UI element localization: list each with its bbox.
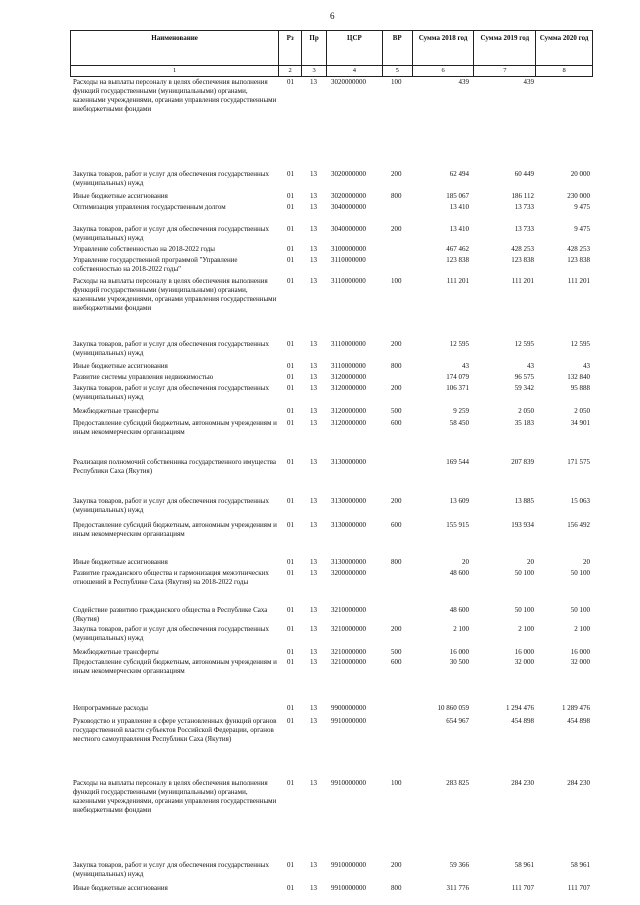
- row-name: Непрограммные расходы: [73, 704, 148, 712]
- table-row: [70, 419, 593, 437]
- row-vr: 600: [391, 419, 402, 427]
- table-row: [70, 606, 593, 624]
- col-number: 8: [562, 67, 566, 74]
- row-pr: 13: [310, 704, 317, 712]
- col-number: 4: [327, 66, 383, 76]
- table-row: [70, 625, 593, 643]
- row-sum-2020: 230 000: [567, 192, 590, 200]
- row-vr: 500: [391, 407, 402, 415]
- row-name: Управление собственностью на 2018-2022 годы: [73, 245, 216, 253]
- row-name: Предоставление субсидий бюджетным, автономным учреждениям и иным некоммерческим организациям: [73, 658, 277, 675]
- row-name: Развитие системы управления недвижимостью: [73, 373, 214, 381]
- row-sum-2019: 428 253: [511, 245, 534, 253]
- row-csr: 3040000000: [331, 225, 366, 233]
- row-sum-2018: 155 915: [446, 521, 469, 529]
- row-rz: 01: [287, 407, 294, 415]
- row-vr: 200: [391, 170, 402, 178]
- row-pr: 13: [310, 779, 317, 787]
- row-sum-2018: 58 450: [449, 419, 469, 427]
- row-sum-2019: 123 838: [511, 256, 534, 264]
- row-pr: 13: [310, 658, 317, 666]
- row-sum-2020: 2 050: [574, 407, 590, 415]
- row-name: Предоставление субсидий бюджетным, автономным учреждениям и иным некоммерческим организациям: [73, 521, 277, 538]
- row-csr: 3130000000: [331, 521, 366, 529]
- table-row: [70, 245, 593, 254]
- row-sum-2020: 9 475: [574, 225, 590, 233]
- row-csr: 3210000000: [331, 658, 366, 666]
- row-sum-2019: 1 294 476: [506, 704, 534, 712]
- row-csr: 3200000000: [331, 569, 366, 577]
- row-csr: 3120000000: [331, 419, 366, 427]
- row-vr: [383, 569, 413, 587]
- row-vr: 100: [391, 78, 402, 86]
- row-sum-2020: 50 100: [570, 569, 590, 577]
- row-rz: 01: [287, 625, 294, 633]
- row-sum-2019: 58 961: [514, 861, 534, 869]
- row-pr: 13: [310, 419, 317, 427]
- row-vr: [383, 458, 413, 476]
- row-vr: 500: [391, 648, 402, 656]
- row-sum-2018: 30 500: [449, 658, 469, 666]
- row-csr: 3020000000: [331, 78, 366, 86]
- row-sum-2018: 43: [462, 362, 469, 370]
- row-pr: 13: [310, 497, 317, 505]
- row-csr: 3120000000: [331, 373, 366, 381]
- row-sum-2020: 9 475: [574, 203, 590, 211]
- col-number: 7: [474, 66, 536, 76]
- row-name: Реализация полномочий собственника государственного имущества Республики Саха (Якутия): [73, 458, 277, 475]
- row-sum-2020: [537, 78, 593, 114]
- row-sum-2020: 15 063: [570, 497, 590, 505]
- row-name: Закупка товаров, работ и услуг для обеспечения государственных (муниципальных) нужд: [73, 497, 270, 514]
- row-name: Иные бюджетные ассигнования: [73, 362, 168, 370]
- row-rz: 01: [287, 256, 294, 264]
- page-number: 6: [330, 11, 335, 21]
- row-rz: 01: [287, 606, 294, 614]
- row-sum-2019: 193 934: [511, 521, 534, 529]
- budget-table: [70, 30, 593, 892]
- table-row: [70, 779, 593, 815]
- row-name: Иные бюджетные ассигнования: [73, 192, 168, 200]
- row-rz: 01: [287, 78, 294, 86]
- row-sum-2018: 169 544: [446, 458, 469, 466]
- table-row: [70, 384, 593, 402]
- row-rz: 01: [287, 569, 294, 577]
- row-name: Закупка товаров, работ и услуг для обеспечения государственных (муниципальных) нужд: [73, 225, 270, 242]
- row-sum-2018: 62 494: [449, 170, 469, 178]
- row-pr: 13: [310, 170, 317, 178]
- row-sum-2020: 156 492: [567, 521, 590, 529]
- row-sum-2018: 111 201: [446, 277, 469, 285]
- row-sum-2019: 50 100: [514, 569, 534, 577]
- row-sum-2019: 20: [527, 558, 534, 566]
- row-sum-2019: 13 733: [514, 225, 534, 233]
- column-numbers-row: [70, 66, 593, 77]
- row-sum-2019: 439: [523, 78, 534, 86]
- row-sum-2018: 13 410: [449, 203, 469, 211]
- row-sum-2020: 123 838: [567, 256, 590, 264]
- row-name: Руководство и управление в сфере установленных функций органов государственной власти субъектов Российской Федерации, органов местного самоуправления Республики Саха (Якутия): [73, 717, 277, 743]
- row-sum-2020: 171 575: [567, 458, 590, 466]
- row-rz: 01: [287, 558, 294, 566]
- row-vr: [383, 256, 413, 274]
- row-vr: 600: [391, 658, 402, 666]
- row-sum-2020: 20: [583, 558, 590, 566]
- row-csr: 9910000000: [331, 861, 366, 869]
- row-sum-2018: 467 462: [446, 245, 469, 253]
- row-sum-2019: 454 898: [511, 717, 534, 725]
- row-sum-2018: 12 595: [449, 340, 469, 348]
- header-rz: Рз: [279, 31, 302, 65]
- table-row: [70, 170, 593, 188]
- row-rz: 01: [287, 277, 294, 285]
- row-rz: 01: [287, 373, 294, 381]
- header-pr: Пр: [302, 31, 327, 65]
- row-sum-2018: 2 100: [453, 625, 469, 633]
- table-row: [70, 458, 593, 476]
- row-sum-2018: 174 079: [446, 373, 469, 381]
- row-rz: 01: [287, 717, 294, 725]
- row-pr: 13: [310, 78, 317, 86]
- row-vr: 200: [391, 384, 402, 392]
- row-rz: 01: [287, 648, 294, 656]
- row-vr: 200: [391, 497, 402, 505]
- row-csr: 3110000000: [331, 362, 366, 370]
- row-pr: 13: [310, 458, 317, 466]
- row-rz: 01: [287, 779, 294, 787]
- row-vr: 200: [391, 225, 402, 233]
- row-csr: 3110000000: [331, 256, 366, 264]
- row-vr: 100: [391, 779, 402, 787]
- row-sum-2019: 13 885: [514, 497, 534, 505]
- row-csr: 3210000000: [331, 648, 366, 656]
- row-csr: 3120000000: [331, 407, 366, 415]
- row-rz: 01: [287, 521, 294, 529]
- row-pr: 13: [310, 717, 317, 725]
- row-sum-2019: 50 100: [514, 606, 534, 614]
- row-csr: 3130000000: [331, 558, 366, 566]
- row-name: Закупка товаров, работ и услуг для обеспечения государственных (муниципальных) нужд: [73, 170, 270, 187]
- row-pr: 13: [310, 558, 317, 566]
- row-name: Закупка товаров, работ и услуг для обеспечения государственных (муниципальных) нужд: [73, 861, 270, 878]
- header-csr: ЦСР: [327, 31, 383, 65]
- row-sum-2018: 106 371: [446, 384, 469, 392]
- header-vr: ВР: [383, 31, 413, 65]
- table-row: [70, 340, 593, 358]
- col-number: 5: [383, 66, 413, 76]
- row-rz: 01: [287, 704, 294, 712]
- row-sum-2020: 111 201: [567, 277, 590, 285]
- row-vr: [383, 606, 413, 624]
- row-vr: 600: [391, 521, 402, 529]
- row-pr: 13: [310, 606, 317, 614]
- row-sum-2018: 13 410: [449, 225, 469, 233]
- row-rz: 01: [287, 192, 294, 200]
- row-csr: 3120000000: [331, 384, 366, 392]
- col-number: 3: [302, 66, 327, 76]
- row-sum-2018: 10 860 059: [437, 704, 469, 712]
- row-name: Закупка товаров, работ и услуг для обеспечения государственных (муниципальных) нужд: [73, 340, 270, 357]
- row-sum-2018: 16 000: [449, 648, 469, 656]
- row-csr: 3210000000: [331, 625, 366, 633]
- row-sum-2018: 185 067: [446, 192, 469, 200]
- row-rz: 01: [287, 340, 294, 348]
- row-csr: 9910000000: [331, 717, 366, 725]
- row-sum-2019: 2 050: [518, 407, 534, 415]
- row-sum-2020: 34 901: [570, 419, 590, 427]
- row-rz: 01: [287, 203, 294, 211]
- row-sum-2019: 59 342: [514, 384, 534, 392]
- row-sum-2020: 43: [583, 362, 590, 370]
- row-pr: 13: [310, 861, 317, 869]
- table-row: [70, 192, 593, 201]
- table-row: [70, 256, 593, 274]
- row-csr: 3040000000: [331, 203, 366, 211]
- row-sum-2019: 12 595: [514, 340, 534, 348]
- table-row: [70, 521, 593, 539]
- row-sum-2019: 43: [527, 362, 534, 370]
- row-vr: [383, 717, 413, 744]
- row-name: Содействие развитию гражданского общества в Республике Саха (Якутия): [73, 606, 268, 623]
- row-name: Управление государственной программой "Управление собственностью на 2018-2022 годы": [73, 256, 238, 273]
- row-vr: 200: [391, 625, 402, 633]
- table-row: [70, 884, 593, 893]
- row-sum-2020: 58 961: [570, 861, 590, 869]
- row-vr: 100: [391, 277, 402, 285]
- row-rz: 01: [287, 225, 294, 233]
- row-pr: 13: [310, 569, 317, 577]
- row-csr: 3130000000: [331, 497, 366, 505]
- row-rz: 01: [287, 245, 294, 253]
- row-vr: [383, 203, 413, 212]
- row-sum-2019: 60 449: [514, 170, 534, 178]
- row-sum-2019: 32 000: [514, 658, 534, 666]
- row-pr: 13: [310, 884, 317, 892]
- row-sum-2020: 16 000: [570, 648, 590, 656]
- row-sum-2018: 20: [462, 558, 469, 566]
- row-pr: 13: [310, 256, 317, 264]
- row-sum-2020: 111 707: [567, 884, 590, 892]
- row-sum-2020: 50 100: [570, 606, 590, 614]
- row-vr: 800: [391, 192, 402, 200]
- row-sum-2020: 12 595: [570, 340, 590, 348]
- row-csr: 3210000000: [331, 606, 366, 614]
- table-row: [70, 497, 593, 515]
- row-sum-2019: 35 183: [514, 419, 534, 427]
- table-row: [70, 373, 593, 382]
- table-row: [70, 861, 593, 879]
- row-csr: 9910000000: [331, 779, 366, 787]
- row-pr: 13: [310, 373, 317, 381]
- row-rz: 01: [287, 884, 294, 892]
- table-row: [70, 277, 593, 313]
- row-name: Предоставление субсидий бюджетным, автономным учреждениям и иным некоммерческим организациям: [73, 419, 277, 436]
- row-vr: [383, 245, 413, 254]
- row-sum-2018: 48 600: [449, 569, 469, 577]
- row-pr: 13: [310, 203, 317, 211]
- row-csr: 9900000000: [331, 704, 366, 712]
- row-csr: 3020000000: [331, 170, 366, 178]
- row-name: Межбюджетные трансферты: [73, 648, 159, 656]
- row-sum-2020: 284 230: [567, 779, 590, 787]
- row-name: Расходы на выплаты персоналу в целях обеспечения выполнения функций государственными (муниципальными) органами, казенными учреждениями, органами управления государственными внебюджетными фондами: [73, 78, 277, 113]
- table-row: [70, 658, 593, 676]
- row-vr: [383, 373, 413, 382]
- row-sum-2018: 439: [458, 78, 469, 86]
- row-sum-2019: 16 000: [514, 648, 534, 656]
- row-sum-2018: 59 366: [449, 861, 469, 869]
- table-row: [70, 362, 593, 371]
- row-name: Иные бюджетные ассигнования: [73, 884, 168, 892]
- row-pr: 13: [310, 192, 317, 200]
- row-pr: 13: [310, 407, 317, 415]
- row-name: Закупка товаров, работ и услуг для обеспечения государственных (муниципальных) нужд: [73, 384, 270, 401]
- row-pr: 13: [310, 225, 317, 233]
- row-sum-2018: 48 600: [449, 606, 469, 614]
- row-rz: 01: [287, 458, 294, 466]
- row-sum-2018: 283 825: [446, 779, 469, 787]
- row-sum-2020: 132 840: [567, 373, 590, 381]
- row-rz: 01: [287, 362, 294, 370]
- row-sum-2018: 9 259: [453, 407, 469, 415]
- row-name: Межбюджетные трансферты: [73, 407, 159, 415]
- row-rz: 01: [287, 861, 294, 869]
- table-row: [70, 78, 593, 114]
- row-pr: 13: [310, 648, 317, 656]
- table-row: [70, 569, 593, 587]
- header-2019: Сумма 2019 год: [474, 31, 536, 65]
- table-row: [70, 225, 593, 243]
- row-sum-2020: 1 289 476: [562, 704, 590, 712]
- table-row: [70, 717, 593, 744]
- table-row: [70, 407, 593, 416]
- row-pr: 13: [310, 245, 317, 253]
- row-pr: 13: [310, 625, 317, 633]
- row-sum-2020: 95 888: [570, 384, 590, 392]
- row-sum-2019: 284 230: [511, 779, 534, 787]
- row-name: Развитие гражданского общества и гармонизация межэтнических отношений в Республике Саха (Якутия) на 2018-2022 годы: [73, 569, 269, 586]
- header-name: Наименование: [71, 31, 279, 65]
- row-sum-2018: 123 838: [446, 256, 469, 264]
- row-csr: 3110000000: [331, 340, 366, 348]
- row-pr: 13: [310, 277, 317, 285]
- row-pr: 13: [310, 384, 317, 392]
- table-row: [70, 648, 593, 657]
- col-number: 1: [71, 66, 279, 76]
- row-name: Иные бюджетные ассигнования: [73, 558, 168, 566]
- row-name: Оптимизация управления государственным долгом: [73, 203, 226, 211]
- row-csr: 3110000000: [331, 277, 366, 285]
- row-vr: 200: [391, 861, 402, 869]
- row-csr: 3020000000: [331, 192, 366, 200]
- row-sum-2020: 32 000: [570, 658, 590, 666]
- row-name: Расходы на выплаты персоналу в целях обеспечения выполнения функций государственными (муниципальными) органами, казенными учреждениями, органами управления государственными внебюджетными фондами: [73, 779, 277, 814]
- row-vr: 800: [391, 558, 402, 566]
- row-sum-2020: 454 898: [567, 717, 590, 725]
- table-row: [70, 203, 593, 212]
- row-rz: 01: [287, 384, 294, 392]
- row-sum-2019: 2 100: [518, 625, 534, 633]
- row-csr: 9910000000: [331, 884, 366, 892]
- table-row: [70, 558, 593, 567]
- row-pr: 13: [310, 521, 317, 529]
- row-rz: 01: [287, 419, 294, 427]
- row-csr: 3130000000: [331, 458, 366, 466]
- row-sum-2019: 111 201: [511, 277, 534, 285]
- row-sum-2019: 13 733: [514, 203, 534, 211]
- row-sum-2020: 428 253: [567, 245, 590, 253]
- row-name: Расходы на выплаты персоналу в целях обеспечения выполнения функций государственными (муниципальными) органами, казенными учреждениями, органами управления государственными внебюджетными фондами: [73, 277, 277, 312]
- row-sum-2018: 13 609: [449, 497, 469, 505]
- header-2020: Сумма 2020 год: [539, 34, 589, 42]
- row-name: Закупка товаров, работ и услуг для обеспечения государственных (муниципальных) нужд: [73, 625, 270, 642]
- row-sum-2018: 654 967: [446, 717, 469, 725]
- header-2018: Сумма 2018 год: [413, 31, 475, 65]
- table-row: [70, 704, 593, 713]
- col-number: 2: [279, 66, 302, 76]
- row-vr: [383, 704, 413, 713]
- row-sum-2019: 111 707: [511, 884, 534, 892]
- row-sum-2019: 186 112: [511, 192, 534, 200]
- row-sum-2019: 207 839: [511, 458, 534, 466]
- row-sum-2020: 20 000: [570, 170, 590, 178]
- row-pr: 13: [310, 340, 317, 348]
- row-vr: 800: [391, 362, 402, 370]
- row-sum-2019: 96 575: [514, 373, 534, 381]
- row-vr: 200: [391, 340, 402, 348]
- row-csr: 3100000000: [331, 245, 366, 253]
- table-header: [70, 30, 593, 66]
- col-number: 6: [413, 66, 475, 76]
- row-sum-2018: 311 776: [446, 884, 469, 892]
- row-vr: 800: [391, 884, 402, 892]
- row-pr: 13: [310, 362, 317, 370]
- row-rz: 01: [287, 658, 294, 666]
- row-rz: 01: [287, 170, 294, 178]
- row-sum-2020: 2 100: [574, 625, 590, 633]
- row-rz: 01: [287, 497, 294, 505]
